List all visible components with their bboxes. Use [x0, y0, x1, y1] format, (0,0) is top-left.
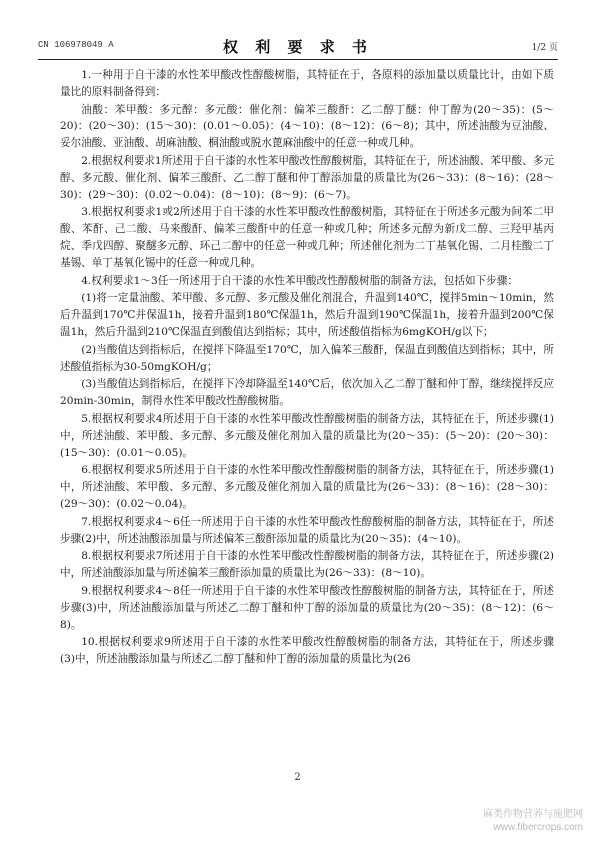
claim-paragraph: 2.根据权利要求1所述用于自干漆的水性苯甲酸改性醇酸树脂，其特征在于，所述油酸、苯甲酸、多元醇、多元酸、催化剂、偏苯三酸酐、乙二醇丁醚和仲丁醇添加量的质量比为(26～33)：(8～16)：(28～30)：(29～30)：(0.02～0.04)：(8～10)：(8～9)：(6～7)。 — [60, 154, 554, 201]
watermark-line-1: 麻类作物营养与施肥网 — [483, 809, 583, 820]
header-divider — [38, 59, 558, 60]
claim-paragraph: 3.根据权利要求1或2所述用于自干漆的水性苯甲酸改性醇酸树脂，其特征在于所述多元酸为间苯二甲酸、苯酐、己二酸、马来酸酐、偏苯三酸酐中的任意一种或几种；所述多元醇为新戊二醇、三羟甲基丙烷、季戊四醇、聚醚多元醇、环己二醇中的任意一种或几种；所述催化剂为二丁基氧化锡、二月桂酸二丁基锡、单丁基氧化锡中的任意一种或几种。 — [60, 206, 554, 269]
page-info: 1/2 页 — [531, 43, 558, 53]
claim-paragraph: 9.根据权利要求4～8任一所述用于自干漆的水性苯甲酸改性醇酸树脂的制备方法，其特征在于，所述步骤(3)中，所述油酸添加量与所述乙二醇丁醚和仲丁醇的添加量的质量比为(20～35)：(8～12)：(6～8)。 — [60, 584, 554, 631]
claim-paragraph: 油酸：苯甲酸：多元醇：多元酸：催化剂：偏苯三酸酐：乙二醇丁醚：仲丁醇为(20～35)：(5～20)：(20～30)：(15～30)：(0.01～0.05)：(4～10)：(8～12)：(6～8)；其中，所述油酸为豆油酸、妥尔油酸、亚油酸、胡麻油酸、桐油酸或脱水蓖麻油酸中的任意一种或几种。 — [60, 103, 554, 150]
claim-paragraph: 1.一种用于自干漆的水性苯甲酸改性醇酸树脂，其特征在于，各原料的添加量以质量比计，由如下质量比的原料制备得到： — [60, 69, 554, 98]
page-number: 2 — [294, 772, 301, 783]
claim-paragraph: 4.权利要求1～3任一所述用于自干漆的水性苯甲酸改性醇酸树脂的制备方法，包括如下步骤： — [81, 274, 518, 287]
claim-paragraph: 5.根据权利要求4所述用于自干漆的水性苯甲酸改性醇酸树脂的制备方法，其特征在于，所述步骤(1)中，所述油酸、苯甲酸、多元醇、多元酸及催化剂加入量的质量比为(20～35)：(5～20)：(20～30)：(15～30)：(0.01～0.05)。 — [60, 412, 554, 459]
claims-body — [60, 67, 554, 669]
claim-paragraph: 10.根据权利要求9所述用于自干漆的水性苯甲酸改性醇酸树脂的制备方法，其特征在于，所述步骤(3)中，所述油酸添加量与所述乙二醇丁醚和仲丁醇的添加量的质量比为(26 — [60, 636, 554, 666]
watermark-line-2: www.fibercrops.com — [493, 822, 583, 833]
page-header — [38, 36, 558, 56]
document-title: 权 利 要 求 书 — [223, 38, 373, 56]
claim-paragraph: 8.根据权利要求7所述用于自干漆的水性苯甲酸改性醇酸树脂的制备方法，其特征在于，所述步骤(2)中，所述油酸添加量与所述偏苯三酸酐添加量的质量比为(26～33)：(8～10)。 — [60, 550, 554, 580]
site-watermark — [483, 808, 583, 834]
claim-paragraph: 6.根据权利要求5所述用于自干漆的水性苯甲酸改性醇酸树脂的制备方法，其特征在于，所述步骤(1)中，所述油酸、苯甲酸、多元醇、多元酸及催化剂加入量的质量比为(26～33)：(8～16)：(28～30)：(29～30)：(0.02～0.04)。 — [60, 464, 554, 510]
claim-step: (3)当酸值达到指标后，在搅拌下冷却降温至140℃后，依次加入乙二醇丁醚和仲丁醇，继续搅拌反应20min-30min，制得水性苯甲酸改性醇酸树脂。 — [60, 378, 554, 408]
claim-step: (2)当酸值达到指标后，在搅拌下降温至170℃，加入偏苯三酸酐，保温直到酸值达到指标；其中，所述酸值指标为30-50mgKOH/g； — [60, 343, 554, 373]
patent-number: CN 106978049 A — [38, 40, 114, 50]
claim-step: (1)将一定量油酸、苯甲酸、多元醇、多元酸及催化剂混合，升温到140℃，搅拌5min～10min，然后升温到170℃并保温1h，接着升温到180℃保温1h，然后升温到190℃保温1h，接着升温到200℃保温1h，然后升温到210℃保温直到酸值达到指标；其中，所述酸值指标为6mgKOH/g以下； — [60, 292, 554, 338]
claim-paragraph: 7.根据权利要求4～6任一所述用于自干漆的水性苯甲酸改性醇酸树脂的制备方法，其特征在于，所述步骤(2)中，所述油酸添加量与所述偏苯三酸酐添加量的质量比为(20～35)：(4～10)。 — [60, 515, 554, 545]
